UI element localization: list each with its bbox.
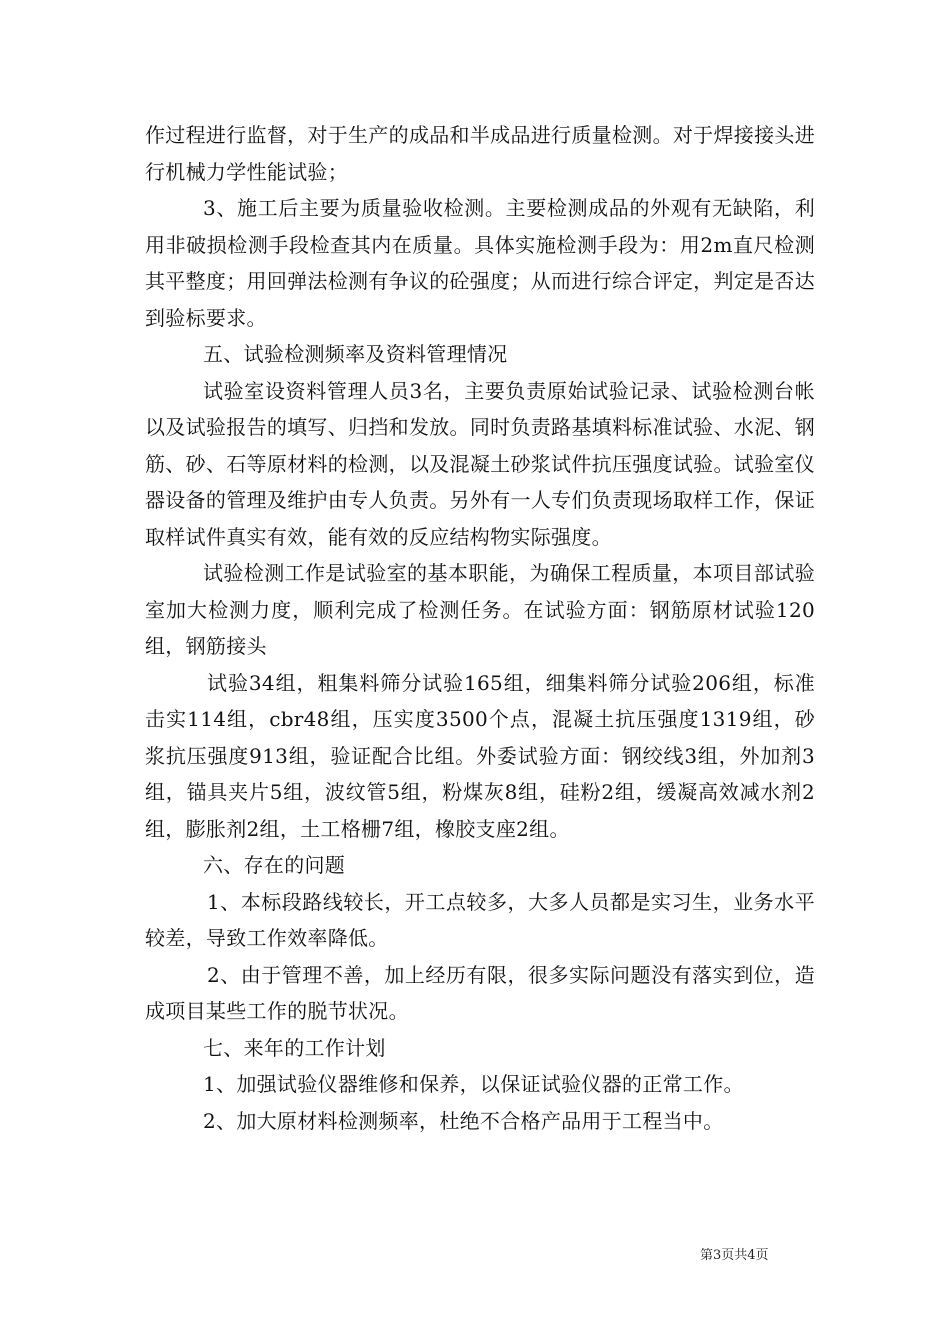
paragraph-records-staff: 试验室设资料管理人员3名，主要负责原始试验记录、试验检测台帐以及试验报告的填写、归挡和发放。同时负责路基填料标准试验、水泥、钢筋、砂、石等原材料的检测，以及混凝土砂浆试件抗压强度试验。试验室仪器设备的管理及维护由专人负责。另外有一人专们负责现场取样工作，保证取样试件真实有效，能有效的反应结构物实际强度。: [145, 378, 815, 549]
body-text: [145, 117, 815, 1139]
section-heading-6: 六、存在的问题: [203, 853, 346, 877]
paragraph-continuation: 作过程进行监督，对于生产的成品和半成品进行质量检测。对于焊接接头进行机械力学性能试验；: [145, 123, 815, 184]
page-number: 第3页共4页: [700, 1248, 769, 1263]
paragraph-problem-2: 2、由于管理不善，加上经历有限，很多实际问题没有落实到位，造成项目某些工作的脱节状况。: [145, 962, 815, 1023]
paragraph-plan-1: 1、加强试验仪器维修和保养，以保证试验仪器的正常工作。: [203, 1072, 744, 1096]
paragraph-problem-1: 1、本标段路线较长，开工点较多，大多人员都是实习生，业务水平较差，导致工作效率降低。: [145, 889, 815, 950]
section-heading-7: 七、来年的工作计划: [203, 1035, 386, 1060]
paragraph-testing-work: 试验检测工作是试验室的基本职能，为确保工程质量，本项目部试验室加大检测力度，顺利完成了检测任务。在试验方面：钢筋原材试验120组，钢筋接头: [145, 561, 815, 658]
section-heading-5: 五、试验检测频率及资料管理情况: [203, 342, 508, 366]
paragraph-plan-2: 2、加大原材料检测频率，杜绝不合格产品用于工程当中。: [203, 1108, 724, 1133]
paragraph-test-counts: 试验34组，粗集料筛分试验165组，细集料筛分试验206组，标准击实114组，cbr48组，压实度3500个点，混凝土抗压强度1319组，砂浆抗压强度913组，验证配合比组。外委试验方面：钢绞线3组，外加剂3组，锚具夹片5组，波纹管5组，粉煤灰8组，硅粉2组，缓凝高效减水剂2组，膨胀剂2组，土工格栅7组，橡胶支座2组。: [145, 670, 815, 841]
paragraph-post-construction: 3、施工后主要为质量验收检测。主要检测成品的外观有无缺陷，利用非破损检测手段检查其内在质量。具体实施检测手段为：用2m直尺检测其平整度；用回弹法检测有争议的砼强度；从而进行综合评定，判定是否达到验标要求。: [145, 196, 815, 330]
